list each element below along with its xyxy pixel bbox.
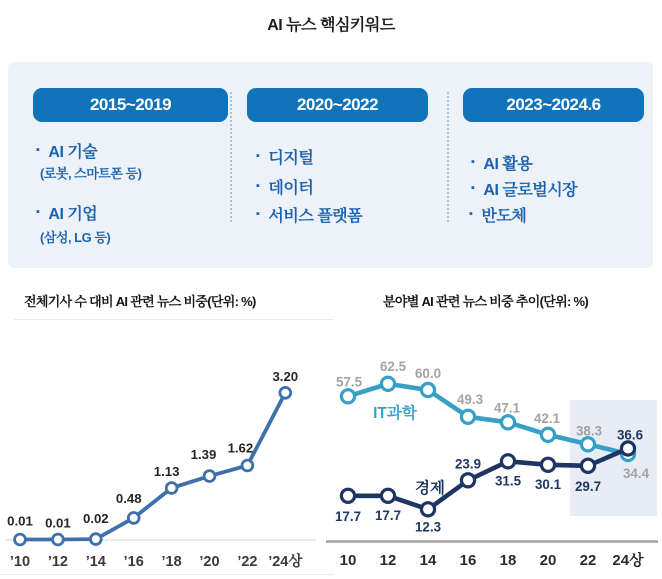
keyword-item-label: 디지털	[268, 150, 314, 167]
data-point-marker	[15, 534, 26, 545]
bullet-icon: ▪	[256, 208, 260, 220]
overall-ratio-chart	[0, 330, 320, 579]
data-point-marker	[581, 438, 594, 451]
data-point-marker	[381, 377, 394, 390]
value-label: 3.20	[272, 368, 299, 384]
data-point-marker	[461, 474, 474, 487]
value-label: 12.3	[414, 519, 442, 535]
keyword-item-label: AI 글로벌시장	[483, 182, 578, 199]
data-point-marker	[501, 455, 514, 468]
data-point-marker	[90, 534, 101, 545]
keyword-item-note: (삼성, LG 등)	[40, 230, 111, 245]
keyword-item	[469, 203, 526, 226]
period-header-2015-2019: 2015~2019	[33, 88, 228, 122]
value-label: 0.01	[45, 515, 71, 531]
value-label: 31.5	[494, 473, 522, 489]
value-label: 17.7	[334, 508, 362, 524]
value-label: 30.1	[534, 476, 562, 492]
x-tick-label: 16	[459, 552, 477, 569]
value-label: 57.5	[335, 374, 363, 390]
value-label: 49.3	[456, 391, 484, 407]
data-point-marker	[541, 428, 554, 441]
value-label: 0.48	[115, 490, 142, 506]
keyword-item	[256, 145, 313, 168]
keyword-item-label: AI 활용	[483, 156, 533, 173]
divider-line	[14, 319, 334, 320]
x-tick-label: 20	[539, 552, 557, 569]
right-chart-title: 분야별 AI 관련 뉴스 비중 추이(단위: %)	[383, 294, 588, 309]
bullet-icon: ▪	[36, 206, 40, 218]
x-tick-label: ’22	[237, 554, 258, 570]
data-point-marker	[581, 459, 594, 472]
keyword-item-label: 반도체	[481, 208, 527, 225]
bullet-icon: ▪	[36, 144, 40, 156]
data-point-marker	[341, 489, 354, 502]
value-label: 23.9	[454, 456, 482, 472]
x-tick-label: ’12	[47, 554, 68, 570]
series-name-label: 경제	[415, 480, 445, 497]
value-label: 34.4	[622, 466, 650, 481]
data-point-marker	[541, 458, 554, 471]
value-label: 1.39	[190, 447, 217, 463]
data-point-marker	[280, 387, 291, 398]
value-label: 0.02	[82, 511, 109, 527]
value-label: 36.6	[616, 427, 644, 443]
x-tick-label: 18	[499, 552, 517, 569]
bullet-icon: ▪	[256, 150, 260, 162]
data-point-marker	[53, 534, 64, 545]
x-tick-label: ’20	[199, 554, 220, 570]
period-header-2020-2022: 2020~2022	[247, 88, 428, 122]
keyword-item	[471, 177, 577, 200]
x-tick-label: 12	[379, 552, 397, 569]
left-chart-title: 전체기사 수 대비 AI 관련 뉴스 비중(단위: %)	[24, 294, 256, 309]
data-point-marker	[166, 483, 177, 494]
value-label: 38.3	[575, 423, 603, 439]
value-label: 1.62	[227, 440, 254, 456]
column-divider	[230, 92, 232, 222]
data-point-marker	[621, 442, 634, 455]
value-label: 62.5	[379, 358, 407, 374]
series-name-label: IT과학	[373, 405, 417, 422]
value-label: 60.0	[414, 366, 442, 381]
page-title: AI 뉴스 핵심키워드	[267, 17, 395, 34]
keyword-item	[36, 139, 97, 162]
x-tick-label: ’24상	[268, 554, 303, 570]
x-tick-label: ’16	[123, 554, 144, 570]
x-tick-label: 24상	[612, 552, 644, 569]
keyword-item	[471, 151, 532, 174]
data-point-marker	[461, 410, 474, 423]
keyword-item-label: AI 기업	[48, 206, 98, 223]
value-label: 0.01	[7, 513, 33, 529]
x-tick-label: 22	[579, 552, 597, 569]
data-point-marker	[381, 489, 394, 502]
sector-trend-chart	[320, 330, 662, 579]
keyword-item-label: 서비스 플랫폼	[268, 208, 363, 225]
data-point-marker	[128, 513, 139, 524]
x-tick-label: ’10	[9, 554, 31, 570]
keyword-item	[36, 201, 97, 224]
value-label: 17.7	[374, 507, 402, 523]
data-point-marker	[341, 390, 354, 403]
data-point-marker	[421, 503, 434, 516]
column-divider	[447, 92, 449, 222]
keyword-item	[256, 175, 313, 198]
value-label: 47.1	[493, 400, 521, 416]
x-tick-label: 10	[339, 552, 357, 569]
bullet-icon: ▪	[469, 208, 473, 220]
bullet-icon: ▪	[471, 182, 475, 194]
x-tick-label: 14	[419, 552, 437, 569]
value-label: 42.1	[533, 410, 561, 426]
value-label: 1.13	[153, 464, 180, 479]
keyword-item	[256, 203, 362, 226]
data-point-marker	[242, 460, 253, 471]
data-point-marker	[501, 416, 514, 429]
value-label: 29.7	[574, 478, 602, 494]
x-tick-label: ’18	[161, 554, 182, 570]
keyword-item-note: (로봇, 스마트폰 등)	[40, 166, 142, 181]
recent-period-highlight	[570, 400, 657, 516]
x-tick-label: ’14	[85, 554, 106, 570]
data-point-marker	[204, 471, 215, 482]
bullet-icon: ▪	[471, 156, 475, 168]
data-point-marker	[421, 383, 434, 396]
keyword-item-label: 데이터	[268, 180, 314, 197]
period-header-2023-2024: 2023~2024.6	[463, 88, 644, 122]
keyword-item-label: AI 기술	[48, 144, 98, 161]
bullet-icon: ▪	[256, 180, 260, 192]
keyword-panel	[8, 62, 653, 268]
